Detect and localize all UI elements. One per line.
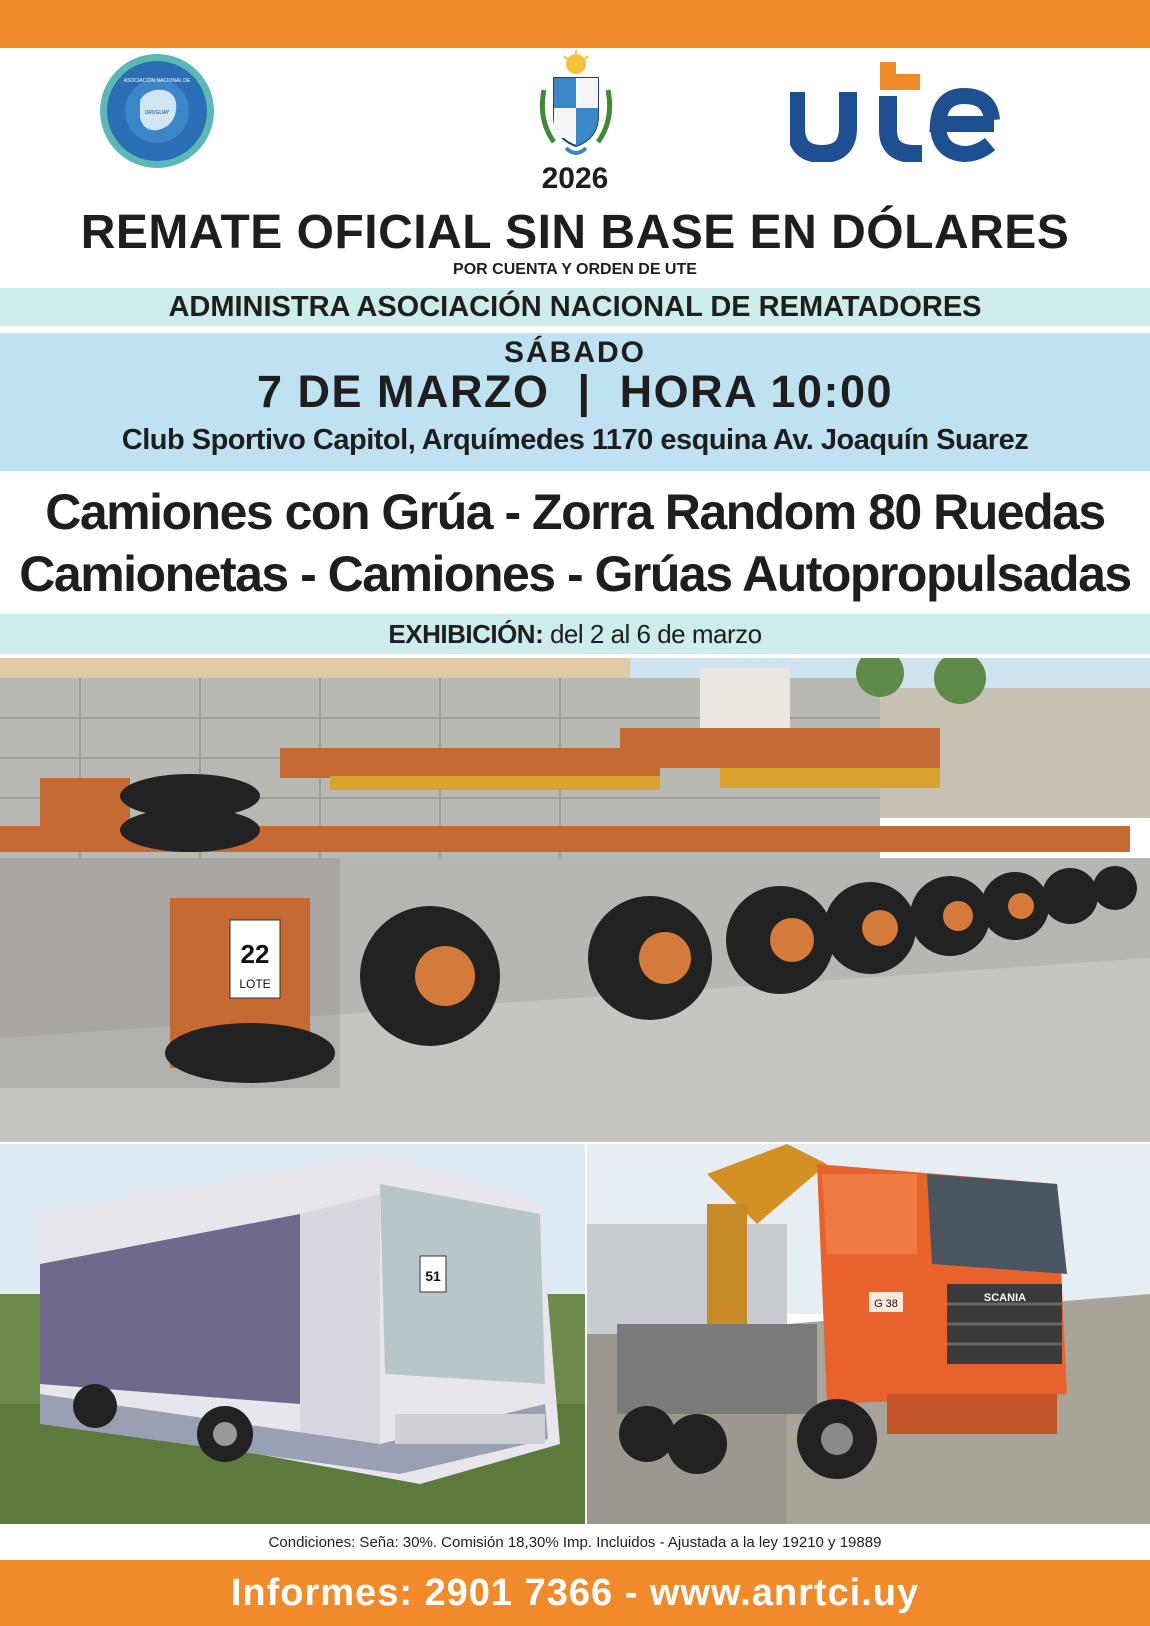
event-day: SÁBADO <box>503 336 646 369</box>
truck-brand: SCANIA <box>983 1292 1027 1304</box>
ute-logo <box>790 62 1000 162</box>
admin-band <box>0 288 1150 326</box>
ute-logo-text: ute <box>790 62 792 63</box>
uruguay-crest-icon <box>532 50 620 168</box>
contact-text: Informes: 2901 7366 - www.anrtci.uy <box>230 1572 920 1614</box>
svg-text:URUGUAY: URUGUAY <box>144 110 170 116</box>
items-line-1: Camiones con Grúa - Zorra Random 80 Ruedas <box>45 484 1105 540</box>
trailer-photo <box>0 658 1150 1142</box>
bus-photo <box>0 1144 585 1524</box>
page-title: REMATE OFICIAL SIN BASE EN DÓLARES <box>80 206 1070 259</box>
bus-lot-number: 51 <box>425 1268 441 1284</box>
conditions-text: Condiciones: Seña: 30%. Comisión 18,30% Imp. Incluidos - Ajustada a la ley 19210 y 19889 <box>268 1534 882 1551</box>
items-line-2: Camionetas - Camiones - Grúas Autopropulsadas <box>19 546 1131 602</box>
exhibition-dates: del 2 al 6 de marzo <box>549 619 762 649</box>
contact-bar <box>0 1560 1150 1626</box>
exhibition-band <box>0 614 1150 654</box>
truck-photo <box>587 1144 1150 1524</box>
year-label: 2026 <box>541 162 609 195</box>
truck-id: G 38 <box>874 1298 898 1310</box>
admin-band-text: ADMINISTRA ASOCIACIÓN NACIONAL DE REMATADORES <box>168 291 982 323</box>
association-seal-text: ASOCIACIÓN NACIONAL DE <box>123 78 191 84</box>
page-subtitle: POR CUENTA Y ORDEN DE UTE <box>453 261 697 278</box>
exhibition-label: EXHIBICIÓN: <box>388 619 544 649</box>
lot-number: 22 <box>240 939 270 969</box>
top-orange-bar <box>0 0 1150 48</box>
lot-label: LOTE <box>239 977 271 991</box>
association-seal-logo <box>98 52 216 170</box>
event-date-time: 7 DE MARZO | HORA 10:00 <box>256 366 894 417</box>
event-venue: Club Sportivo Capitol, Arquímedes 1170 esquina Av. Joaquín Suarez <box>121 424 1029 456</box>
